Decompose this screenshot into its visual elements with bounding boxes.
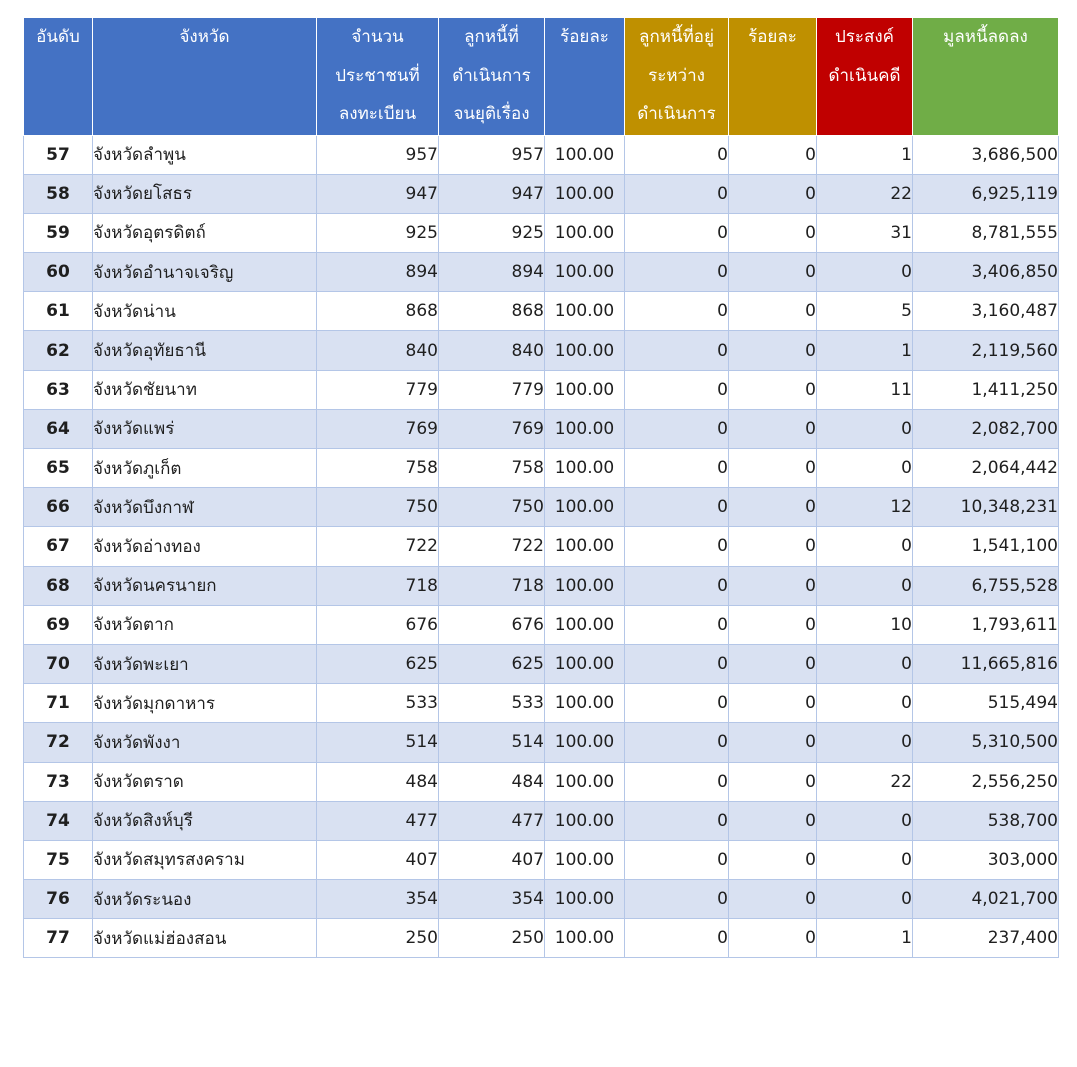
cell-in-progress: 0 xyxy=(625,292,729,331)
cell-in-progress: 0 xyxy=(625,213,729,252)
cell-completed: 894 xyxy=(439,253,545,292)
cell-percent-in-progress: 0 xyxy=(729,135,817,174)
cell-province: จังหวัดอ่างทอง xyxy=(93,527,317,566)
cell-province: จังหวัดพังงา xyxy=(93,723,317,762)
header-in-progress-line: ลูกหนี้ที่อยู่ xyxy=(639,27,714,47)
cell-percent-in-progress: 0 xyxy=(729,409,817,448)
cell-completed: 484 xyxy=(439,762,545,801)
cell-percent-completed: 100.00 xyxy=(545,213,625,252)
cell-percent-completed: 100.00 xyxy=(545,605,625,644)
cell-registered: 840 xyxy=(317,331,439,370)
cell-percent-completed: 100.00 xyxy=(545,331,625,370)
cell-debt-reduced: 3,686,500 xyxy=(913,135,1059,174)
cell-registered: 533 xyxy=(317,684,439,723)
cell-rank: 66 xyxy=(24,488,93,527)
cell-in-progress: 0 xyxy=(625,449,729,488)
cell-percent-completed: 100.00 xyxy=(545,292,625,331)
header-rank: อันดับ xyxy=(24,18,93,135)
cell-province: จังหวัดชัยนาท xyxy=(93,370,317,409)
cell-completed: 354 xyxy=(439,880,545,919)
cell-province: จังหวัดบึงกาฬ xyxy=(93,488,317,527)
cell-in-progress: 0 xyxy=(625,331,729,370)
cell-litigation: 0 xyxy=(817,253,913,292)
cell-percent-in-progress: 0 xyxy=(729,723,817,762)
cell-province: จังหวัดมุกดาหาร xyxy=(93,684,317,723)
cell-debt-reduced: 1,411,250 xyxy=(913,370,1059,409)
cell-completed: 676 xyxy=(439,605,545,644)
cell-percent-completed: 100.00 xyxy=(545,644,625,683)
cell-debt-reduced: 5,310,500 xyxy=(913,723,1059,762)
cell-completed: 925 xyxy=(439,213,545,252)
cell-province: จังหวัดยโสธร xyxy=(93,174,317,213)
cell-percent-completed: 100.00 xyxy=(545,174,625,213)
header-registered xyxy=(317,18,439,135)
cell-percent-completed: 100.00 xyxy=(545,919,625,958)
cell-in-progress: 0 xyxy=(625,253,729,292)
cell-registered: 354 xyxy=(317,880,439,919)
cell-percent-in-progress: 0 xyxy=(729,174,817,213)
cell-debt-reduced: 6,925,119 xyxy=(913,174,1059,213)
cell-litigation: 0 xyxy=(817,723,913,762)
table-row xyxy=(24,135,1059,174)
cell-province: จังหวัดระนอง xyxy=(93,880,317,919)
table-row xyxy=(24,331,1059,370)
cell-province: จังหวัดแพร่ xyxy=(93,409,317,448)
cell-registered: 676 xyxy=(317,605,439,644)
header-completed-line: ดำเนินการ xyxy=(452,65,531,86)
cell-province: จังหวัดสิงห์บุรี xyxy=(93,801,317,840)
cell-completed: 868 xyxy=(439,292,545,331)
cell-debt-reduced: 4,021,700 xyxy=(913,880,1059,919)
header-completed-line: ลูกหนี้ที่ xyxy=(464,27,519,47)
province-debt-table xyxy=(23,18,1059,958)
cell-percent-in-progress: 0 xyxy=(729,880,817,919)
header-in-progress-line: ระหว่าง xyxy=(648,65,705,86)
cell-percent-completed: 100.00 xyxy=(545,449,625,488)
cell-completed: 779 xyxy=(439,370,545,409)
cell-registered: 894 xyxy=(317,253,439,292)
cell-litigation: 0 xyxy=(817,527,913,566)
cell-rank: 77 xyxy=(24,919,93,958)
cell-percent-in-progress: 0 xyxy=(729,840,817,879)
cell-in-progress: 0 xyxy=(625,880,729,919)
cell-province: จังหวัดอำนาจเจริญ xyxy=(93,253,317,292)
cell-in-progress: 0 xyxy=(625,370,729,409)
table-row xyxy=(24,605,1059,644)
cell-rank: 60 xyxy=(24,253,93,292)
cell-province: จังหวัดสมุทรสงคราม xyxy=(93,840,317,879)
table-row xyxy=(24,919,1059,958)
cell-in-progress: 0 xyxy=(625,488,729,527)
cell-in-progress: 0 xyxy=(625,684,729,723)
table-row xyxy=(24,840,1059,879)
cell-percent-in-progress: 0 xyxy=(729,213,817,252)
cell-completed: 477 xyxy=(439,801,545,840)
cell-percent-in-progress: 0 xyxy=(729,331,817,370)
cell-percent-in-progress: 0 xyxy=(729,762,817,801)
table-row xyxy=(24,684,1059,723)
cell-rank: 57 xyxy=(24,135,93,174)
header-province: จังหวัด xyxy=(93,18,317,135)
cell-province: จังหวัดภูเก็ต xyxy=(93,449,317,488)
cell-rank: 64 xyxy=(24,409,93,448)
table-row xyxy=(24,213,1059,252)
cell-completed: 769 xyxy=(439,409,545,448)
table-row xyxy=(24,801,1059,840)
cell-percent-in-progress: 0 xyxy=(729,449,817,488)
cell-debt-reduced: 1,793,611 xyxy=(913,605,1059,644)
cell-rank: 75 xyxy=(24,840,93,879)
cell-completed: 750 xyxy=(439,488,545,527)
cell-in-progress: 0 xyxy=(625,840,729,879)
cell-completed: 514 xyxy=(439,723,545,762)
cell-in-progress: 0 xyxy=(625,605,729,644)
table-body xyxy=(24,135,1059,958)
header-registered-line: ประชาชนที่ xyxy=(335,65,420,86)
cell-debt-reduced: 237,400 xyxy=(913,919,1059,958)
cell-percent-completed: 100.00 xyxy=(545,253,625,292)
cell-litigation: 31 xyxy=(817,213,913,252)
header-debt-reduced: มูลหนี้ลดลง xyxy=(913,18,1059,135)
table-row xyxy=(24,409,1059,448)
cell-rank: 71 xyxy=(24,684,93,723)
cell-in-progress: 0 xyxy=(625,135,729,174)
header-in-progress-line: ดำเนินการ xyxy=(637,104,716,125)
cell-registered: 514 xyxy=(317,723,439,762)
cell-registered: 947 xyxy=(317,174,439,213)
cell-litigation: 22 xyxy=(817,174,913,213)
cell-percent-completed: 100.00 xyxy=(545,723,625,762)
cell-registered: 484 xyxy=(317,762,439,801)
cell-percent-in-progress: 0 xyxy=(729,684,817,723)
cell-litigation: 1 xyxy=(817,331,913,370)
cell-percent-completed: 100.00 xyxy=(545,370,625,409)
cell-litigation: 12 xyxy=(817,488,913,527)
cell-completed: 533 xyxy=(439,684,545,723)
cell-percent-completed: 100.00 xyxy=(545,488,625,527)
cell-percent-completed: 100.00 xyxy=(545,801,625,840)
cell-percent-in-progress: 0 xyxy=(729,253,817,292)
cell-percent-in-progress: 0 xyxy=(729,488,817,527)
cell-rank: 74 xyxy=(24,801,93,840)
table-row xyxy=(24,723,1059,762)
cell-rank: 59 xyxy=(24,213,93,252)
cell-registered: 868 xyxy=(317,292,439,331)
cell-litigation: 0 xyxy=(817,644,913,683)
cell-completed: 758 xyxy=(439,449,545,488)
table-row xyxy=(24,292,1059,331)
cell-litigation: 0 xyxy=(817,566,913,605)
cell-province: จังหวัดน่าน xyxy=(93,292,317,331)
cell-percent-in-progress: 0 xyxy=(729,801,817,840)
cell-rank: 63 xyxy=(24,370,93,409)
cell-litigation: 1 xyxy=(817,135,913,174)
cell-in-progress: 0 xyxy=(625,527,729,566)
cell-completed: 718 xyxy=(439,566,545,605)
cell-percent-completed: 100.00 xyxy=(545,409,625,448)
header-litigation-line: ประสงค์ xyxy=(834,27,895,47)
cell-completed: 625 xyxy=(439,644,545,683)
cell-rank: 73 xyxy=(24,762,93,801)
table-row xyxy=(24,370,1059,409)
cell-registered: 957 xyxy=(317,135,439,174)
cell-debt-reduced: 2,082,700 xyxy=(913,409,1059,448)
cell-rank: 69 xyxy=(24,605,93,644)
cell-percent-completed: 100.00 xyxy=(545,684,625,723)
table-row xyxy=(24,644,1059,683)
header-in-progress xyxy=(625,18,729,135)
table-row xyxy=(24,449,1059,488)
cell-debt-reduced: 6,755,528 xyxy=(913,566,1059,605)
table-row xyxy=(24,488,1059,527)
cell-debt-reduced: 3,406,850 xyxy=(913,253,1059,292)
cell-debt-reduced: 515,494 xyxy=(913,684,1059,723)
cell-litigation: 0 xyxy=(817,684,913,723)
cell-litigation: 10 xyxy=(817,605,913,644)
cell-litigation: 11 xyxy=(817,370,913,409)
cell-registered: 750 xyxy=(317,488,439,527)
cell-province: จังหวัดตาก xyxy=(93,605,317,644)
header-row xyxy=(24,18,1059,135)
cell-in-progress: 0 xyxy=(625,801,729,840)
cell-rank: 67 xyxy=(24,527,93,566)
cell-rank: 76 xyxy=(24,880,93,919)
cell-percent-completed: 100.00 xyxy=(545,840,625,879)
cell-rank: 58 xyxy=(24,174,93,213)
cell-province: จังหวัดตราด xyxy=(93,762,317,801)
cell-registered: 718 xyxy=(317,566,439,605)
cell-percent-completed: 100.00 xyxy=(545,527,625,566)
cell-litigation: 0 xyxy=(817,880,913,919)
cell-rank: 72 xyxy=(24,723,93,762)
cell-registered: 769 xyxy=(317,409,439,448)
cell-registered: 407 xyxy=(317,840,439,879)
cell-completed: 840 xyxy=(439,331,545,370)
cell-completed: 250 xyxy=(439,919,545,958)
cell-registered: 758 xyxy=(317,449,439,488)
cell-percent-in-progress: 0 xyxy=(729,605,817,644)
cell-province: จังหวัดอุทัยธานี xyxy=(93,331,317,370)
cell-rank: 65 xyxy=(24,449,93,488)
header-registered-line: ลงทะเบียน xyxy=(338,104,417,125)
table-header xyxy=(24,18,1059,135)
cell-percent-in-progress: 0 xyxy=(729,292,817,331)
cell-registered: 925 xyxy=(317,213,439,252)
table-row xyxy=(24,880,1059,919)
cell-in-progress: 0 xyxy=(625,174,729,213)
cell-percent-in-progress: 0 xyxy=(729,527,817,566)
cell-in-progress: 0 xyxy=(625,762,729,801)
cell-percent-in-progress: 0 xyxy=(729,644,817,683)
cell-completed: 947 xyxy=(439,174,545,213)
cell-percent-in-progress: 0 xyxy=(729,919,817,958)
header-litigation-line: ดำเนินคดี xyxy=(828,65,901,86)
cell-rank: 70 xyxy=(24,644,93,683)
table-row xyxy=(24,253,1059,292)
cell-province: จังหวัดลำพูน xyxy=(93,135,317,174)
cell-debt-reduced: 8,781,555 xyxy=(913,213,1059,252)
table-row xyxy=(24,762,1059,801)
cell-litigation: 22 xyxy=(817,762,913,801)
header-registered-line: จำนวน xyxy=(351,27,404,47)
cell-litigation: 0 xyxy=(817,840,913,879)
header-completed xyxy=(439,18,545,135)
cell-debt-reduced: 10,348,231 xyxy=(913,488,1059,527)
cell-percent-completed: 100.00 xyxy=(545,880,625,919)
cell-rank: 61 xyxy=(24,292,93,331)
cell-percent-completed: 100.00 xyxy=(545,762,625,801)
cell-registered: 779 xyxy=(317,370,439,409)
cell-litigation: 1 xyxy=(817,919,913,958)
cell-in-progress: 0 xyxy=(625,566,729,605)
cell-percent-in-progress: 0 xyxy=(729,370,817,409)
table-row xyxy=(24,174,1059,213)
cell-province: จังหวัดอุตรดิตถ์ xyxy=(93,213,317,252)
table-row xyxy=(24,566,1059,605)
cell-registered: 477 xyxy=(317,801,439,840)
cell-province: จังหวัดพะเยา xyxy=(93,644,317,683)
cell-province: จังหวัดแม่ฮ่องสอน xyxy=(93,919,317,958)
header-percent-in-progress: ร้อยละ xyxy=(729,18,817,135)
cell-debt-reduced: 538,700 xyxy=(913,801,1059,840)
cell-debt-reduced: 1,541,100 xyxy=(913,527,1059,566)
cell-registered: 250 xyxy=(317,919,439,958)
cell-debt-reduced: 2,556,250 xyxy=(913,762,1059,801)
cell-percent-completed: 100.00 xyxy=(545,566,625,605)
table-row xyxy=(24,527,1059,566)
cell-debt-reduced: 303,000 xyxy=(913,840,1059,879)
cell-litigation: 0 xyxy=(817,801,913,840)
cell-rank: 62 xyxy=(24,331,93,370)
cell-percent-in-progress: 0 xyxy=(729,566,817,605)
cell-litigation: 5 xyxy=(817,292,913,331)
cell-litigation: 0 xyxy=(817,409,913,448)
header-percent-completed: ร้อยละ xyxy=(545,18,625,135)
header-completed-line: จนยุติเรื่อง xyxy=(453,104,530,125)
cell-registered: 722 xyxy=(317,527,439,566)
cell-in-progress: 0 xyxy=(625,919,729,958)
cell-litigation: 0 xyxy=(817,449,913,488)
cell-rank: 68 xyxy=(24,566,93,605)
cell-in-progress: 0 xyxy=(625,409,729,448)
cell-registered: 625 xyxy=(317,644,439,683)
header-litigation xyxy=(817,18,913,135)
cell-completed: 407 xyxy=(439,840,545,879)
cell-completed: 957 xyxy=(439,135,545,174)
cell-percent-completed: 100.00 xyxy=(545,135,625,174)
cell-debt-reduced: 11,665,816 xyxy=(913,644,1059,683)
cell-debt-reduced: 2,119,560 xyxy=(913,331,1059,370)
cell-province: จังหวัดนครนายก xyxy=(93,566,317,605)
cell-in-progress: 0 xyxy=(625,644,729,683)
cell-in-progress: 0 xyxy=(625,723,729,762)
cell-debt-reduced: 2,064,442 xyxy=(913,449,1059,488)
cell-completed: 722 xyxy=(439,527,545,566)
cell-debt-reduced: 3,160,487 xyxy=(913,292,1059,331)
